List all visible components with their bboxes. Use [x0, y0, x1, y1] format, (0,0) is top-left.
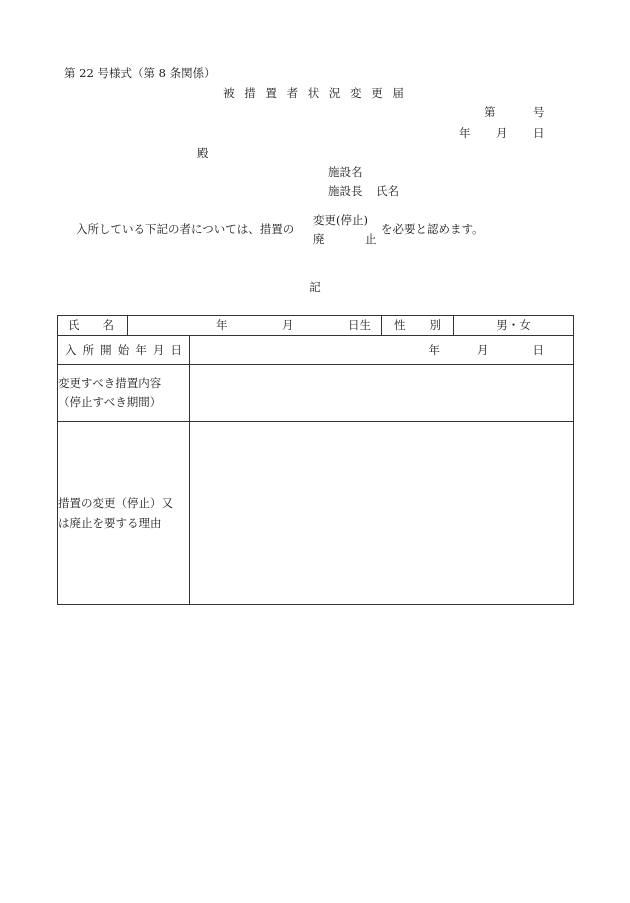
form-number: 第 22 号様式（第 8 条関係） — [64, 66, 216, 80]
admission-label-char: 日 — [170, 342, 182, 357]
admission-row — [58, 336, 574, 365]
admission-label-char: 所 — [82, 342, 95, 357]
admission-date-field[interactable] — [190, 336, 574, 365]
sex-value-field[interactable] — [454, 316, 574, 336]
change-content-label-line-2: （停止すべき期間） — [58, 395, 162, 409]
admission-year-label: 年 — [428, 342, 440, 357]
admission-label-char: 開 — [100, 342, 112, 357]
director-name-label: 氏名 — [376, 184, 399, 198]
admission-label-char: 始 — [117, 342, 130, 357]
option-abolish-char-2: 止 — [365, 232, 377, 246]
statement-text-after: を必要と認めます。 — [381, 222, 484, 236]
reason-label-cell — [58, 422, 190, 605]
document-number-prefix: 第 — [484, 105, 496, 119]
change-content-row — [58, 365, 574, 422]
change-content-field[interactable] — [190, 365, 574, 422]
reason-label-line-1: 措置の変更（停止）又 — [58, 495, 173, 510]
submission-date-day: 日 — [533, 126, 545, 140]
addressee-honorific: 殿 — [197, 146, 209, 160]
name-label-char-2: 名 — [102, 318, 114, 332]
admission-label-cell — [58, 336, 190, 365]
submission-date-month: 月 — [496, 126, 508, 140]
reason-row — [58, 422, 574, 605]
admission-month-label: 月 — [477, 342, 489, 357]
change-content-label-cell — [58, 365, 190, 422]
ki-heading: 記 — [309, 280, 321, 294]
document-title: 被 措 置 者 状 況 変 更 届 — [223, 86, 407, 100]
name-label-char-1: 氏 — [68, 318, 80, 332]
dob-month-label: 月 — [282, 318, 294, 332]
change-content-label-line-1: 変更すべき措置内容 — [58, 376, 162, 390]
sex-value: 男・女 — [496, 318, 531, 332]
sex-label-cell — [382, 316, 454, 336]
document-number-suffix: 号 — [533, 105, 545, 119]
admission-label-char: 年 — [135, 342, 147, 357]
name-row — [58, 316, 574, 336]
sex-label-char-2: 別 — [429, 318, 441, 332]
statement-text-before: 入所している下記の者については、措置の — [76, 222, 295, 236]
facility-director-label: 施設長 — [328, 184, 363, 198]
option-abolish-char-1: 廃 — [313, 232, 325, 246]
dob-year-label: 年 — [216, 318, 228, 332]
sex-label-char-1: 性 — [394, 318, 406, 332]
facility-name-label: 施設名 — [328, 165, 363, 179]
record-table — [57, 315, 574, 605]
admission-label-char: 月 — [152, 342, 165, 357]
reason-label-line-2: は廃止を要する理由 — [58, 515, 162, 530]
option-change-stop: 変更(停止) — [313, 213, 368, 227]
name-label-cell — [58, 316, 128, 336]
name-dob-field[interactable] — [128, 316, 382, 336]
admission-day-label: 日 — [532, 342, 544, 357]
admission-label-char: 入 — [65, 342, 77, 357]
submission-date-year: 年 — [459, 126, 471, 140]
reason-field[interactable] — [190, 422, 574, 605]
dob-day-label: 日生 — [348, 318, 371, 332]
